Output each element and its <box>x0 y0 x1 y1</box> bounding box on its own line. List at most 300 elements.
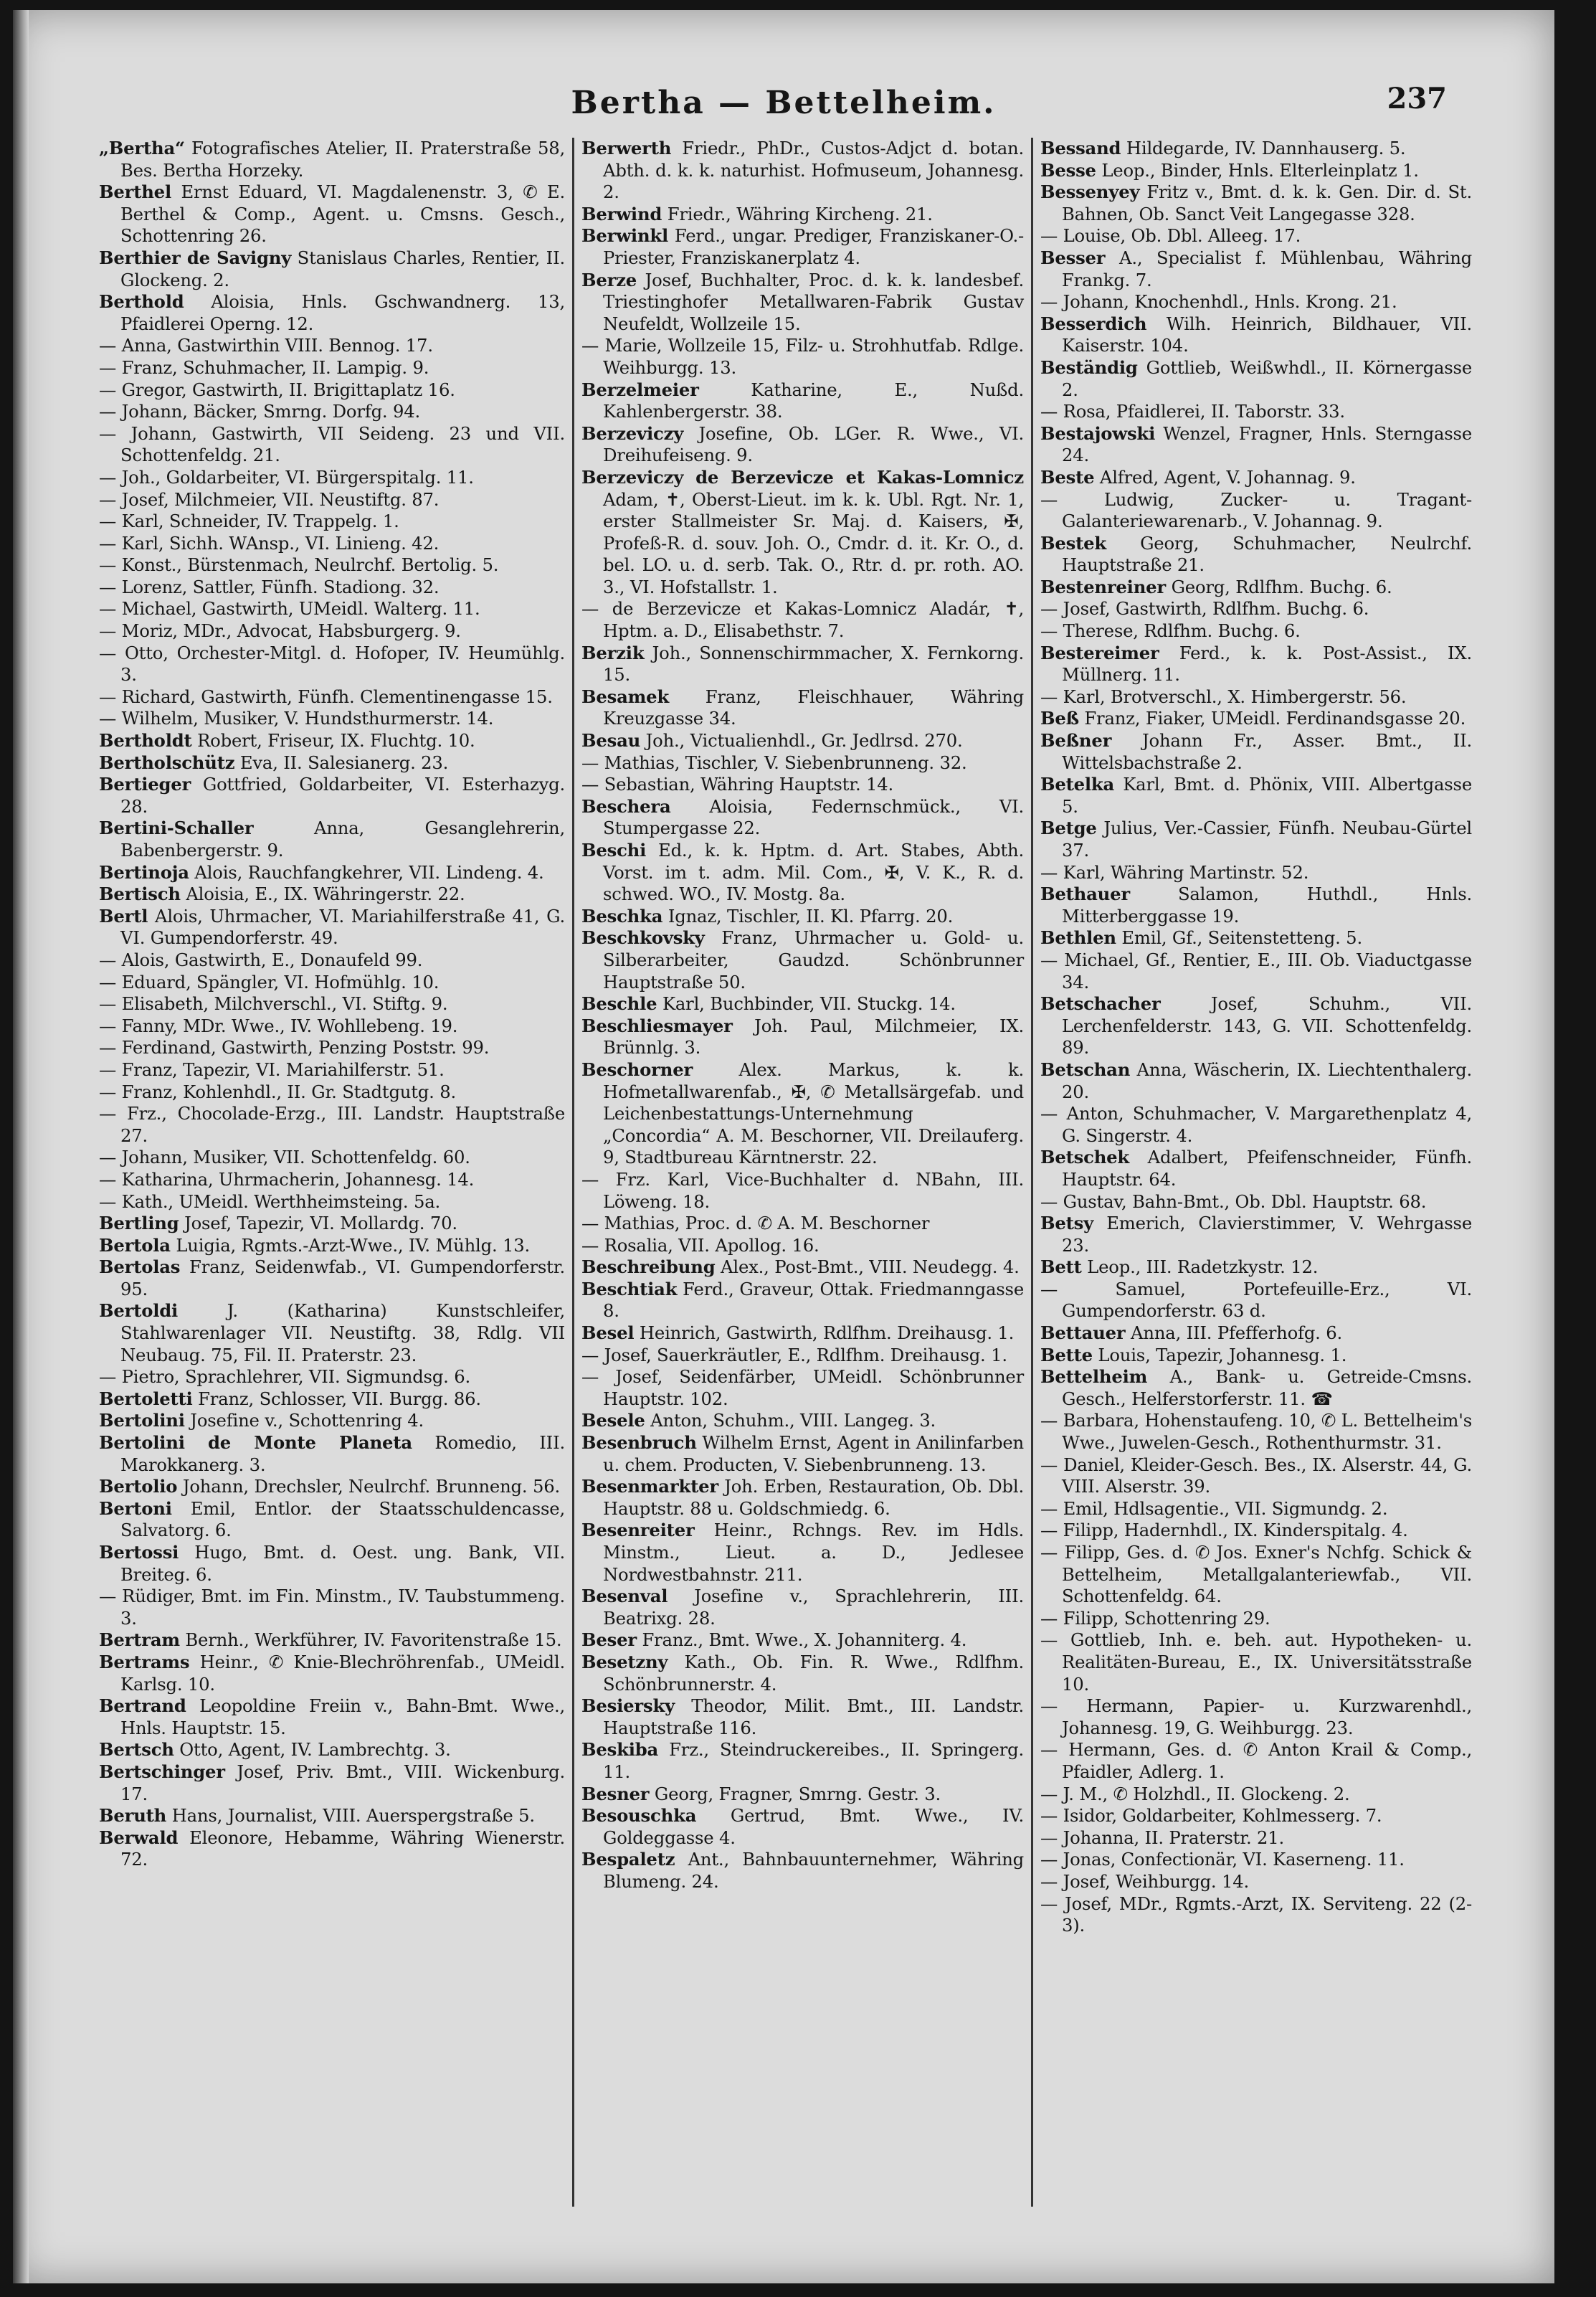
entry-surname: Beß <box>1040 708 1079 729</box>
entry-surname: Besenval <box>581 1586 668 1607</box>
directory-entry <box>99 401 565 423</box>
entry-surname: Betge <box>1040 818 1097 839</box>
directory-entry <box>1040 1279 1472 1322</box>
entry-surname: Bertholschütz <box>99 752 235 773</box>
entry-text: Josefine, Ob. LGer. R. Wwe., VI. Dreihufeiseng. 9. <box>603 422 1024 466</box>
entry-surname: Betschek <box>1040 1147 1130 1168</box>
directory-entry <box>1040 1103 1472 1147</box>
entry-text: — Johann, Bäcker, Smrng. Dorfg. 94. <box>99 401 421 422</box>
entry-text: Emil, Entlor. der Staatsschuldencasse, Salvatorg. 6. <box>120 1497 565 1541</box>
entry-surname: Besamek <box>581 686 670 707</box>
directory-entry <box>99 1586 565 1629</box>
entry-text: Emerich, Clavierstimmer, V. Wehrgasse 23. <box>1062 1213 1472 1256</box>
entry-text: Aloisia, E., IX. Währingerstr. 22. <box>180 884 465 905</box>
entry-surname: Bertl <box>99 905 148 927</box>
entry-text: Theodor, Milit. Bmt., III. Landstr. Hauptstraße 116. <box>603 1695 1024 1738</box>
directory-entry <box>99 1147 565 1169</box>
entry-text: — Karl, Währing Martinstr. 52. <box>1040 861 1309 883</box>
directory-entry <box>99 1015 565 1038</box>
directory-entry <box>581 1784 1024 1806</box>
entry-surname: Besele <box>581 1410 645 1431</box>
directory-entry <box>581 1652 1024 1695</box>
entry-surname: Bertoldi <box>99 1300 179 1322</box>
entry-surname: Besiersky <box>581 1695 675 1717</box>
directory-entry <box>99 379 565 402</box>
directory-entry <box>1040 774 1472 818</box>
directory-entry <box>1040 1893 1472 1937</box>
directory-entry <box>581 1520 1024 1586</box>
entry-text: — Josef, Seidenfärber, UMeidl. Schönbrunner Hauptstr. 102. <box>581 1366 1024 1409</box>
entry-surname: Bertoletti <box>99 1388 193 1409</box>
entry-surname: Bertisch <box>99 884 181 905</box>
entry-surname: Bertram <box>99 1629 180 1651</box>
entry-text: — Gottlieb, Inh. e. beh. aut. Hypotheken- u. Realitäten-Bureau, E., IX. Universitätsstraße 10. <box>1040 1629 1472 1695</box>
entry-surname: Bertolini <box>99 1410 185 1431</box>
entry-text: Josef, Buchhalter, Proc. d. k. k. landesbef. Triestinghofer Metallwaren-Fabrik Gustav Neufeldt, Wollzeile 15. <box>603 269 1024 334</box>
directory-entry <box>1040 1827 1472 1850</box>
directory-entry <box>99 1256 565 1300</box>
entry-text: Franz, Seidenwfab., VI. Gumpendorferstr. 95. <box>120 1256 565 1299</box>
entry-surname: Besouschka <box>581 1805 697 1827</box>
entry-text: — Hermann, Ges. d. ✆ Anton Krail & Comp., Pfaidler, Adlerg. 1. <box>1040 1739 1472 1782</box>
directory-entry <box>1040 862 1472 884</box>
entry-text: — Kath., UMeidl. Werthheimsteing. 5a. <box>99 1190 441 1212</box>
entry-text: Josefine v., Schottenring 4. <box>184 1410 424 1431</box>
directory-entry <box>1040 1695 1472 1739</box>
entry-text: Franz., Bmt. Wwe., X. Johanniterg. 4. <box>636 1629 967 1651</box>
column-1 <box>92 138 572 2207</box>
entry-text: Karl, Buchbinder, VII. Stuckg. 14. <box>657 993 956 1015</box>
directory-entry <box>1040 1213 1472 1256</box>
directory-entry <box>99 1213 565 1235</box>
directory-entry <box>581 643 1024 686</box>
directory-entry <box>1040 708 1472 730</box>
directory-entry <box>99 1805 565 1827</box>
directory-entry <box>581 840 1024 906</box>
entry-surname: Bertling <box>99 1213 179 1234</box>
entry-text: Anton, Schuhm., VIII. Langeg. 3. <box>645 1410 936 1431</box>
directory-entry <box>99 1037 565 1059</box>
entry-text: Friedr., Währing Kircheng. 21. <box>662 203 933 224</box>
entry-text: — Gustav, Bahn-Bmt., Ob. Dbl. Hauptstr. 68. <box>1040 1190 1427 1212</box>
directory-entry <box>1040 1454 1472 1498</box>
directory-entry <box>581 993 1024 1015</box>
directory-entry <box>581 1169 1024 1213</box>
entry-surname: Bertrams <box>99 1651 190 1672</box>
entry-text: Georg, Rdlfhm. Buchg. 6. <box>1166 576 1392 597</box>
entry-text: Leopoldine Freiin v., Bahn-Bmt. Wwe., Hnls. Hauptstr. 15. <box>120 1695 565 1738</box>
entry-surname: Bethauer <box>1040 884 1130 905</box>
directory-entry <box>99 620 565 643</box>
entry-text: — Mathias, Proc. d. ✆ A. M. Beschorner <box>581 1213 930 1234</box>
entry-text: Joh., Victualienhdl., Gr. Jedlrsd. 270. <box>640 730 963 752</box>
entry-surname: Bertschinger <box>99 1761 225 1782</box>
entry-surname: Bertossi <box>99 1542 179 1563</box>
entry-surname: Bessenyey <box>1040 181 1140 203</box>
page-binding-edge <box>13 10 29 2283</box>
directory-entry <box>581 423 1024 467</box>
entry-surname: Bett <box>1040 1256 1082 1278</box>
entry-text: Friedr., PhDr., Custos-Adjct d. botan. Abth. d. k. k. naturhist. Hofmuseum, Johannesg. 2. <box>603 138 1024 203</box>
directory-entry <box>1040 1410 1472 1454</box>
directory-entry <box>581 225 1024 269</box>
directory-entry <box>99 752 565 775</box>
entry-text: Anna, Gesanglehrerin, Babenbergerstr. 9. <box>120 818 565 861</box>
directory-entry <box>1040 620 1472 643</box>
entry-surname: Bertini-Schaller <box>99 818 254 839</box>
entry-surname: Beschkovsky <box>581 927 705 949</box>
entry-text: Katharine, E., Nußd. Kahlenbergerstr. 38. <box>603 379 1024 422</box>
entry-surname: Bettauer <box>1040 1322 1126 1344</box>
entry-surname: Bertholdt <box>99 730 192 752</box>
directory-entry <box>1040 1849 1472 1871</box>
directory-entry <box>1040 686 1472 709</box>
directory-entry <box>1040 643 1472 686</box>
directory-entry <box>99 1629 565 1652</box>
entry-text: Fritz v., Bmt. d. k. k. Gen. Dir. d. St. Bahnen, Ob. Sanct Veit Langegasse 328. <box>1062 181 1472 224</box>
entry-text: Ignaz, Tischler, II. Kl. Pfarrg. 20. <box>662 905 954 927</box>
directory-entry <box>581 1213 1024 1235</box>
entry-text: Josef, Tapezir, VI. Mollardg. 70. <box>179 1213 457 1234</box>
entry-text: Alex., Post-Bmt., VIII. Neudegg. 4. <box>715 1256 1020 1278</box>
entry-text: — Richard, Gastwirth, Fünfh. Clementinengasse 15. <box>99 686 553 707</box>
entry-text: — Josef, Sauerkräutler, E., Rdlfhm. Dreihausg. 1. <box>581 1344 1007 1365</box>
column-2 <box>572 138 1031 2207</box>
directory-entry <box>581 1805 1024 1849</box>
entry-surname: Beste <box>1040 466 1095 488</box>
entry-text: Stanislaus Charles, Rentier, II. Glockeng. 2. <box>120 247 566 290</box>
entry-surname: Bestek <box>1040 532 1106 554</box>
entry-text: — Alois, Gastwirth, E., Donaufeld 99. <box>99 949 423 970</box>
directory-entry <box>99 533 565 555</box>
directory-entry <box>581 774 1024 796</box>
directory-entry <box>99 357 565 379</box>
entry-text: — Johann, Musiker, VII. Schottenfeldg. 60. <box>99 1147 470 1168</box>
directory-entry <box>581 1586 1024 1629</box>
directory-entry <box>1040 1542 1472 1608</box>
entry-text: — Franz, Kohlenhdl., II. Gr. Stadtgutg. 8. <box>99 1081 456 1102</box>
entry-text: Emil, Gf., Seitenstetteng. 5. <box>1116 927 1362 949</box>
entry-text: Adalbert, Pfeifenschneider, Fünfh. Hauptstr. 64. <box>1062 1147 1472 1190</box>
directory-entry <box>1040 489 1472 533</box>
entry-text: Leop., III. Radetzkystr. 12. <box>1081 1256 1319 1278</box>
directory-entry <box>99 598 565 620</box>
entry-text: Ferd., ungar. Prediger, Franziskaner-O.-Priester, Franziskanerplatz 4. <box>603 225 1024 268</box>
entry-text: Luigia, Rgmts.-Arzt-Wwe., IV. Mühlg. 13. <box>170 1234 531 1256</box>
entry-surname: Bertsch <box>99 1739 174 1761</box>
entry-text: Ant., Bahnbauunternehmer, Währing Blumeng. 24. <box>603 1849 1024 1892</box>
entry-text: Alfred, Agent, V. Johannag. 9. <box>1094 466 1356 488</box>
entry-surname: Besenbruch <box>581 1432 697 1454</box>
directory-entry <box>1040 577 1472 599</box>
entry-surname: Berthier de Savigny <box>99 247 292 268</box>
entry-surname: Betsy <box>1040 1213 1094 1234</box>
entry-text: — Filipp, Hadernhdl., IX. Kinderspitalg. 4. <box>1040 1520 1408 1541</box>
directory-entry <box>1040 533 1472 577</box>
directory-entry <box>99 1235 565 1257</box>
directory-entry <box>581 1059 1024 1169</box>
directory-entry <box>1040 598 1472 620</box>
entry-text: — Karl, Sichh. WAnsp., VI. Linieng. 42. <box>99 532 440 554</box>
entry-text: — Rosalia, VII. Apollog. 16. <box>581 1234 820 1256</box>
directory-entry <box>1040 1629 1472 1695</box>
directory-entry <box>99 818 565 861</box>
entry-text: Franz, Fiaker, UMeidl. Ferdinandsgasse 20. <box>1078 708 1466 729</box>
entry-text: Bernh., Werkführer, IV. Favoritenstraße 15. <box>179 1629 562 1651</box>
entry-surname: Bertola <box>99 1234 171 1256</box>
entry-text: — Otto, Orchester-Mitgl. d. Hofoper, IV. Heumühlg. 3. <box>99 642 565 686</box>
entry-surname: Beschreibung <box>581 1256 716 1278</box>
directory-entry <box>581 1322 1024 1345</box>
entry-text: Johann, Drechsler, Neulrchf. Brunneng. 56. <box>177 1476 560 1497</box>
entry-surname: Betschacher <box>1040 993 1161 1015</box>
entry-text: — Josef, MDr., Rgmts.-Arzt, IX. Serviteng. 22 (2-3). <box>1040 1893 1472 1936</box>
entry-surname: Berze <box>581 269 637 290</box>
directory-entry <box>581 1256 1024 1279</box>
directory-entry <box>1040 1322 1472 1345</box>
entry-text: — Franz, Tapezir, VI. Mariahilferstr. 51. <box>99 1058 445 1080</box>
entry-text: Joh. Paul, Milchmeier, IX. Brünnlg. 3. <box>603 1015 1024 1058</box>
entry-surname: Beschle <box>581 993 657 1015</box>
entry-text: — Katharina, Uhrmacherin, Johannesg. 14. <box>99 1168 475 1190</box>
directory-entry <box>1040 401 1472 423</box>
entry-text: — Elisabeth, Milchverschl., VI. Stiftg. 9. <box>99 993 448 1015</box>
entry-text: — Michael, Gf., Rentier, E., III. Ob. Viaductgasse 34. <box>1040 949 1472 993</box>
entry-surname: Berwinkl <box>581 225 669 247</box>
entry-text: Franz, Uhrmacher u. Gold- u. Silberarbeiter, Gaudzd. Schönbrunner Hauptstraße 50. <box>603 927 1024 993</box>
entry-surname: Bessand <box>1040 138 1121 158</box>
directory-entry <box>99 554 565 577</box>
directory-entry <box>581 906 1024 928</box>
directory-entry <box>99 1103 565 1147</box>
directory-entry <box>99 1695 565 1739</box>
directory-entry <box>1040 1498 1472 1520</box>
entry-surname: Bertoni <box>99 1497 172 1519</box>
entry-surname: Bestereimer <box>1040 642 1159 663</box>
entry-surname: Berzelmeier <box>581 379 699 400</box>
directory-entry <box>99 138 565 181</box>
directory-entry <box>99 774 565 818</box>
entry-text: — Eduard, Spängler, VI. Hofmühlg. 10. <box>99 971 440 993</box>
directory-entry <box>99 972 565 994</box>
entry-surname: Berthel <box>99 181 171 203</box>
entry-text: — Rosa, Pfaidlerei, II. Taborstr. 33. <box>1040 401 1345 422</box>
entry-surname: Besau <box>581 730 641 752</box>
entry-surname: Bertrand <box>99 1695 186 1717</box>
entry-surname: Beschka <box>581 905 663 927</box>
directory-entry <box>1040 1059 1472 1103</box>
directory-entry <box>581 270 1024 336</box>
entry-surname: Besenreiter <box>581 1520 695 1541</box>
entry-text: A., Bank- u. Getreide-Cmsns. Gesch., Helferstorferstr. 11. ☎ <box>1062 1366 1472 1409</box>
directory-entry <box>581 1345 1024 1367</box>
entry-text: Heinrich, Gastwirth, Rdlfhm. Dreihausg. 1. <box>634 1322 1015 1344</box>
directory-page <box>13 10 1554 2283</box>
directory-entry <box>581 730 1024 752</box>
entry-surname: Betelka <box>1040 774 1115 795</box>
entry-surname: Bette <box>1040 1344 1093 1365</box>
directory-entry <box>1040 1147 1472 1190</box>
directory-entry <box>1040 1345 1472 1367</box>
entry-surname: Besser <box>1040 247 1106 268</box>
directory-entry <box>99 511 565 533</box>
entry-surname: Besenmarkter <box>581 1476 718 1497</box>
directory-entry <box>99 1739 565 1761</box>
entry-text: Gertrud, Bmt. Wwe., IV. Goldeggasse 4. <box>603 1805 1024 1848</box>
directory-entry <box>1040 1805 1472 1827</box>
entry-text: — Anna, Gastwirthin VIII. Bennog. 17. <box>99 335 433 356</box>
entry-text: — Moriz, MDr., Advocat, Habsburgerg. 9. <box>99 620 461 642</box>
directory-entry <box>581 379 1024 423</box>
directory-entry <box>99 949 565 972</box>
directory-entry <box>581 1432 1024 1476</box>
directory-entry <box>581 927 1024 993</box>
directory-entry <box>1040 247 1472 291</box>
directory-entry <box>1040 730 1472 774</box>
entry-text: Fotografisches Atelier, II. Praterstraße 58, Bes. Bertha Horzeky. <box>120 138 565 181</box>
entry-surname: Berwerth <box>581 138 672 158</box>
directory-entry <box>99 1410 565 1432</box>
directory-entry <box>99 181 565 247</box>
directory-entry <box>99 423 565 467</box>
entry-surname: Beschi <box>581 840 647 861</box>
entry-text: Hugo, Bmt. d. Oest. ung. Bank, VII. Breiteg. 6. <box>120 1542 565 1585</box>
entry-text: Aloisia, Federnschmück., VI. Stumpergasse 22. <box>603 795 1024 839</box>
directory-entry <box>1040 949 1472 993</box>
entry-surname: Besserdich <box>1040 313 1147 334</box>
entry-text: Karl, Bmt. d. Phönix, VIII. Albertgasse 5. <box>1062 774 1472 817</box>
entry-text: Wilh. Heinrich, Bildhauer, VII. Kaiserstr. 104. <box>1062 313 1472 356</box>
entry-text: Adam, ✝, Oberst-Lieut. im k. k. Ubl. Rgt. Nr. 1, erster Stallmeister Sr. Maj. d. Kaisers, ✠, Profeß-R. d. souv. Joh. O., Cmdr. d. it. Kr. O., d. bel. LO. u. d. serb. Tak. O., Rtr. d. pr. roth. AO. 3., VI. Hofstallstr. 1. <box>603 488 1024 597</box>
entry-text: Romedio, III. Marokkanerg. 3. <box>120 1432 566 1475</box>
entry-text: — Johann, Knochenhdl., Hnls. Krong. 21. <box>1040 291 1397 313</box>
entry-text: Ferd., Graveur, Ottak. Friedmanngasse 8. <box>603 1278 1024 1322</box>
entry-text: — Karl, Schneider, IV. Trappelg. 1. <box>99 511 399 532</box>
entry-text: — Frz. Karl, Vice-Buchhalter d. NBahn, III. Löweng. 18. <box>581 1168 1024 1212</box>
entry-text: — Josef, Gastwirth, Rdlfhm. Buchg. 6. <box>1040 598 1369 620</box>
entry-text: Frz., Steindruckereibes., II. Springerg. 11. <box>603 1739 1024 1782</box>
directory-entry <box>99 1761 565 1805</box>
directory-entry <box>581 335 1024 379</box>
entry-text: Josef, Priv. Bmt., VIII. Wickenburg. 17. <box>120 1761 565 1804</box>
directory-entry <box>581 1476 1024 1520</box>
directory-entry <box>99 643 565 686</box>
directory-entry <box>1040 313 1472 357</box>
entry-text: Heinr., Rchngs. Rev. im Hdls. Minstm., Lieut. a. D., Jedlesee Nordwestbahnstr. 211. <box>603 1520 1024 1585</box>
entry-text: Wenzel, Fragner, Hnls. Sterngasse 24. <box>1062 422 1472 466</box>
directory-entry <box>99 884 565 906</box>
entry-text: — Jonas, Confectionär, VI. Kaserneng. 11. <box>1040 1849 1405 1870</box>
entry-text: Leop., Binder, Hnls. Elterleinplatz 1. <box>1096 159 1419 181</box>
entry-text: A., Specialist f. Mühlenbau, Währing Frankg. 7. <box>1062 247 1472 290</box>
directory-entry <box>581 1366 1024 1410</box>
entry-surname: Betschan <box>1040 1058 1131 1080</box>
directory-entry <box>99 993 565 1015</box>
directory-entry <box>1040 818 1472 861</box>
directory-entry <box>581 1629 1024 1652</box>
entry-text: Anna, Wäscherin, IX. Liechtenthalerg. 20. <box>1062 1058 1472 1102</box>
entry-text: — Pietro, Sprachlehrer, VII. Sigmundsg. 6. <box>99 1366 471 1388</box>
entry-text: — Johann, Gastwirth, VII Seideng. 23 und VII. Schottenfeldg. 21. <box>99 422 565 466</box>
entry-surname: Beschtiak <box>581 1278 678 1299</box>
directory-entry <box>99 906 565 949</box>
directory-entry <box>581 467 1024 599</box>
directory-entry <box>581 138 1024 204</box>
entry-surname: Bertolini de Monte Planeta <box>99 1432 412 1454</box>
entry-surname: Beskiba <box>581 1739 659 1761</box>
entry-text: — Ludwig, Zucker- u. Tragant-Galanteriewarenarb., V. Johannag. 9. <box>1040 488 1472 532</box>
entry-text: — Louise, Ob. Dbl. Alleeg. 17. <box>1040 225 1301 247</box>
directory-entry <box>1040 927 1472 949</box>
page-header <box>13 82 1554 132</box>
entry-text: Otto, Agent, IV. Lambrechtg. 3. <box>174 1739 451 1761</box>
directory-entry <box>99 1652 565 1695</box>
entry-text: — Anton, Schuhmacher, V. Margarethenplatz 4, G. Singerstr. 4. <box>1040 1103 1472 1146</box>
directory-entry <box>1040 291 1472 313</box>
directory-entry <box>1040 1520 1472 1542</box>
directory-entry <box>99 1388 565 1411</box>
entry-text: Gottfried, Goldarbeiter, VI. Esterhazyg. 28. <box>120 774 565 817</box>
entry-text: — Franz, Schuhmacher, II. Lampig. 9. <box>99 356 429 378</box>
entry-text: Kath., Ob. Fin. R. Wwe., Rdlfhm. Schönbrunnerstr. 4. <box>603 1651 1024 1695</box>
entry-text: Eleonore, Hebamme, Währing Wienerstr. 72. <box>120 1827 565 1870</box>
directory-entry <box>1040 467 1472 489</box>
entry-surname: Bertinoja <box>99 861 189 883</box>
entry-text: — Filipp, Ges. d. ✆ Jos. Exner's Nchfg. Schick & Bettelheim, Metallgalanteriewfab., VII. Schottenfeldg. 64. <box>1040 1542 1472 1607</box>
entry-text: Ernst Eduard, VI. Magdalenenstr. 3, ✆ E. Berthel & Comp., Agent. u. Cmsns. Gesch., Schottenring 26. <box>120 181 565 247</box>
entry-surname: Bertolio <box>99 1476 178 1497</box>
directory-entry <box>99 1191 565 1213</box>
entry-text: — Therese, Rdlfhm. Buchg. 6. <box>1040 620 1301 642</box>
entry-text: Josef, Schuhm., VII. Lerchenfelderstr. 143, G. VII. Schottenfeldg. 89. <box>1062 993 1472 1058</box>
entry-surname: Beschliesmayer <box>581 1015 733 1036</box>
entry-text: — Daniel, Kleider-Gesch. Bes., IX. Alserstr. 44, G. VIII. Alserstr. 39. <box>1040 1454 1472 1497</box>
directory-entry <box>581 686 1024 730</box>
directory-entry <box>1040 1256 1472 1279</box>
entry-text: Alois, Uhrmacher, VI. Mariahilferstraße 41, G. VI. Gumpendorferstr. 49. <box>120 905 565 949</box>
entry-text: — Wilhelm, Musiker, V. Hundsthurmerstr. 14. <box>99 708 494 729</box>
entry-text: Hans, Journalist, VIII. Auerspergstraße 5. <box>166 1805 535 1827</box>
entry-text: Louis, Tapezir, Johannesg. 1. <box>1092 1344 1347 1365</box>
entry-text: — Konst., Bürstenmach, Neulrchf. Bertolig. 5. <box>99 554 499 576</box>
entry-text: — Rüdiger, Bmt. im Fin. Minstm., IV. Taubstummeng. 3. <box>99 1586 565 1629</box>
entry-text: — Ferdinand, Gastwirth, Penzing Poststr. 99. <box>99 1037 490 1058</box>
entry-surname: Bettelheim <box>1040 1366 1148 1388</box>
entry-text: Ferd., k. k. Post-Assist., IX. Müllnerg. 11. <box>1062 642 1472 686</box>
directory-entry <box>1040 1191 1472 1213</box>
entry-surname: Beschera <box>581 795 671 817</box>
entry-surname: Berthold <box>99 291 184 313</box>
entry-surname: Beschorner <box>581 1058 693 1080</box>
entry-text: — Frz., Chocolade-Erzg., III. Landstr. Hauptstraße 27. <box>99 1103 565 1146</box>
directory-entry <box>581 1015 1024 1059</box>
entry-text: Joh. Erben, Restauration, Ob. Dbl. Hauptstr. 88 u. Goldschmiedg. 6. <box>603 1476 1024 1519</box>
entry-text: Joh., Sonnenschirmmacher, X. Fernkorng. 15. <box>603 642 1024 686</box>
entry-text: — Joh., Goldarbeiter, VI. Bürgerspitalg. 11. <box>99 466 474 488</box>
entry-text: — Isidor, Goldarbeiter, Kohlmesserg. 7. <box>1040 1805 1382 1827</box>
directory-entry <box>1040 357 1472 401</box>
entry-text: — Barbara, Hohenstaufeng. 10, ✆ L. Bettelheim's Wwe., Juwelen-Gesch., Rothenthurmstr. 31. <box>1040 1410 1472 1454</box>
entry-text: Heinr., ✆ Knie-Blechröhrenfab., UMeidl. Karlsg. 10. <box>120 1651 565 1695</box>
directory-entry <box>581 752 1024 775</box>
entry-surname: Beständig <box>1040 356 1138 378</box>
entry-text: — Marie, Wollzeile 15, Filz- u. Strohhutfab. Rdlge. Weihburgg. 13. <box>581 335 1024 378</box>
directory-entry <box>1040 884 1472 927</box>
directory-entry <box>1040 1366 1472 1410</box>
entry-surname: Bestajowski <box>1040 422 1156 444</box>
directory-entry <box>99 730 565 752</box>
entry-text: J. (Katharina) Kunstschleifer, Stahlwarenlager VII. Neustiftg. 38, Rdlg. VII Neubaug. 75, Fil. II. Praterstr. 23. <box>120 1300 565 1365</box>
